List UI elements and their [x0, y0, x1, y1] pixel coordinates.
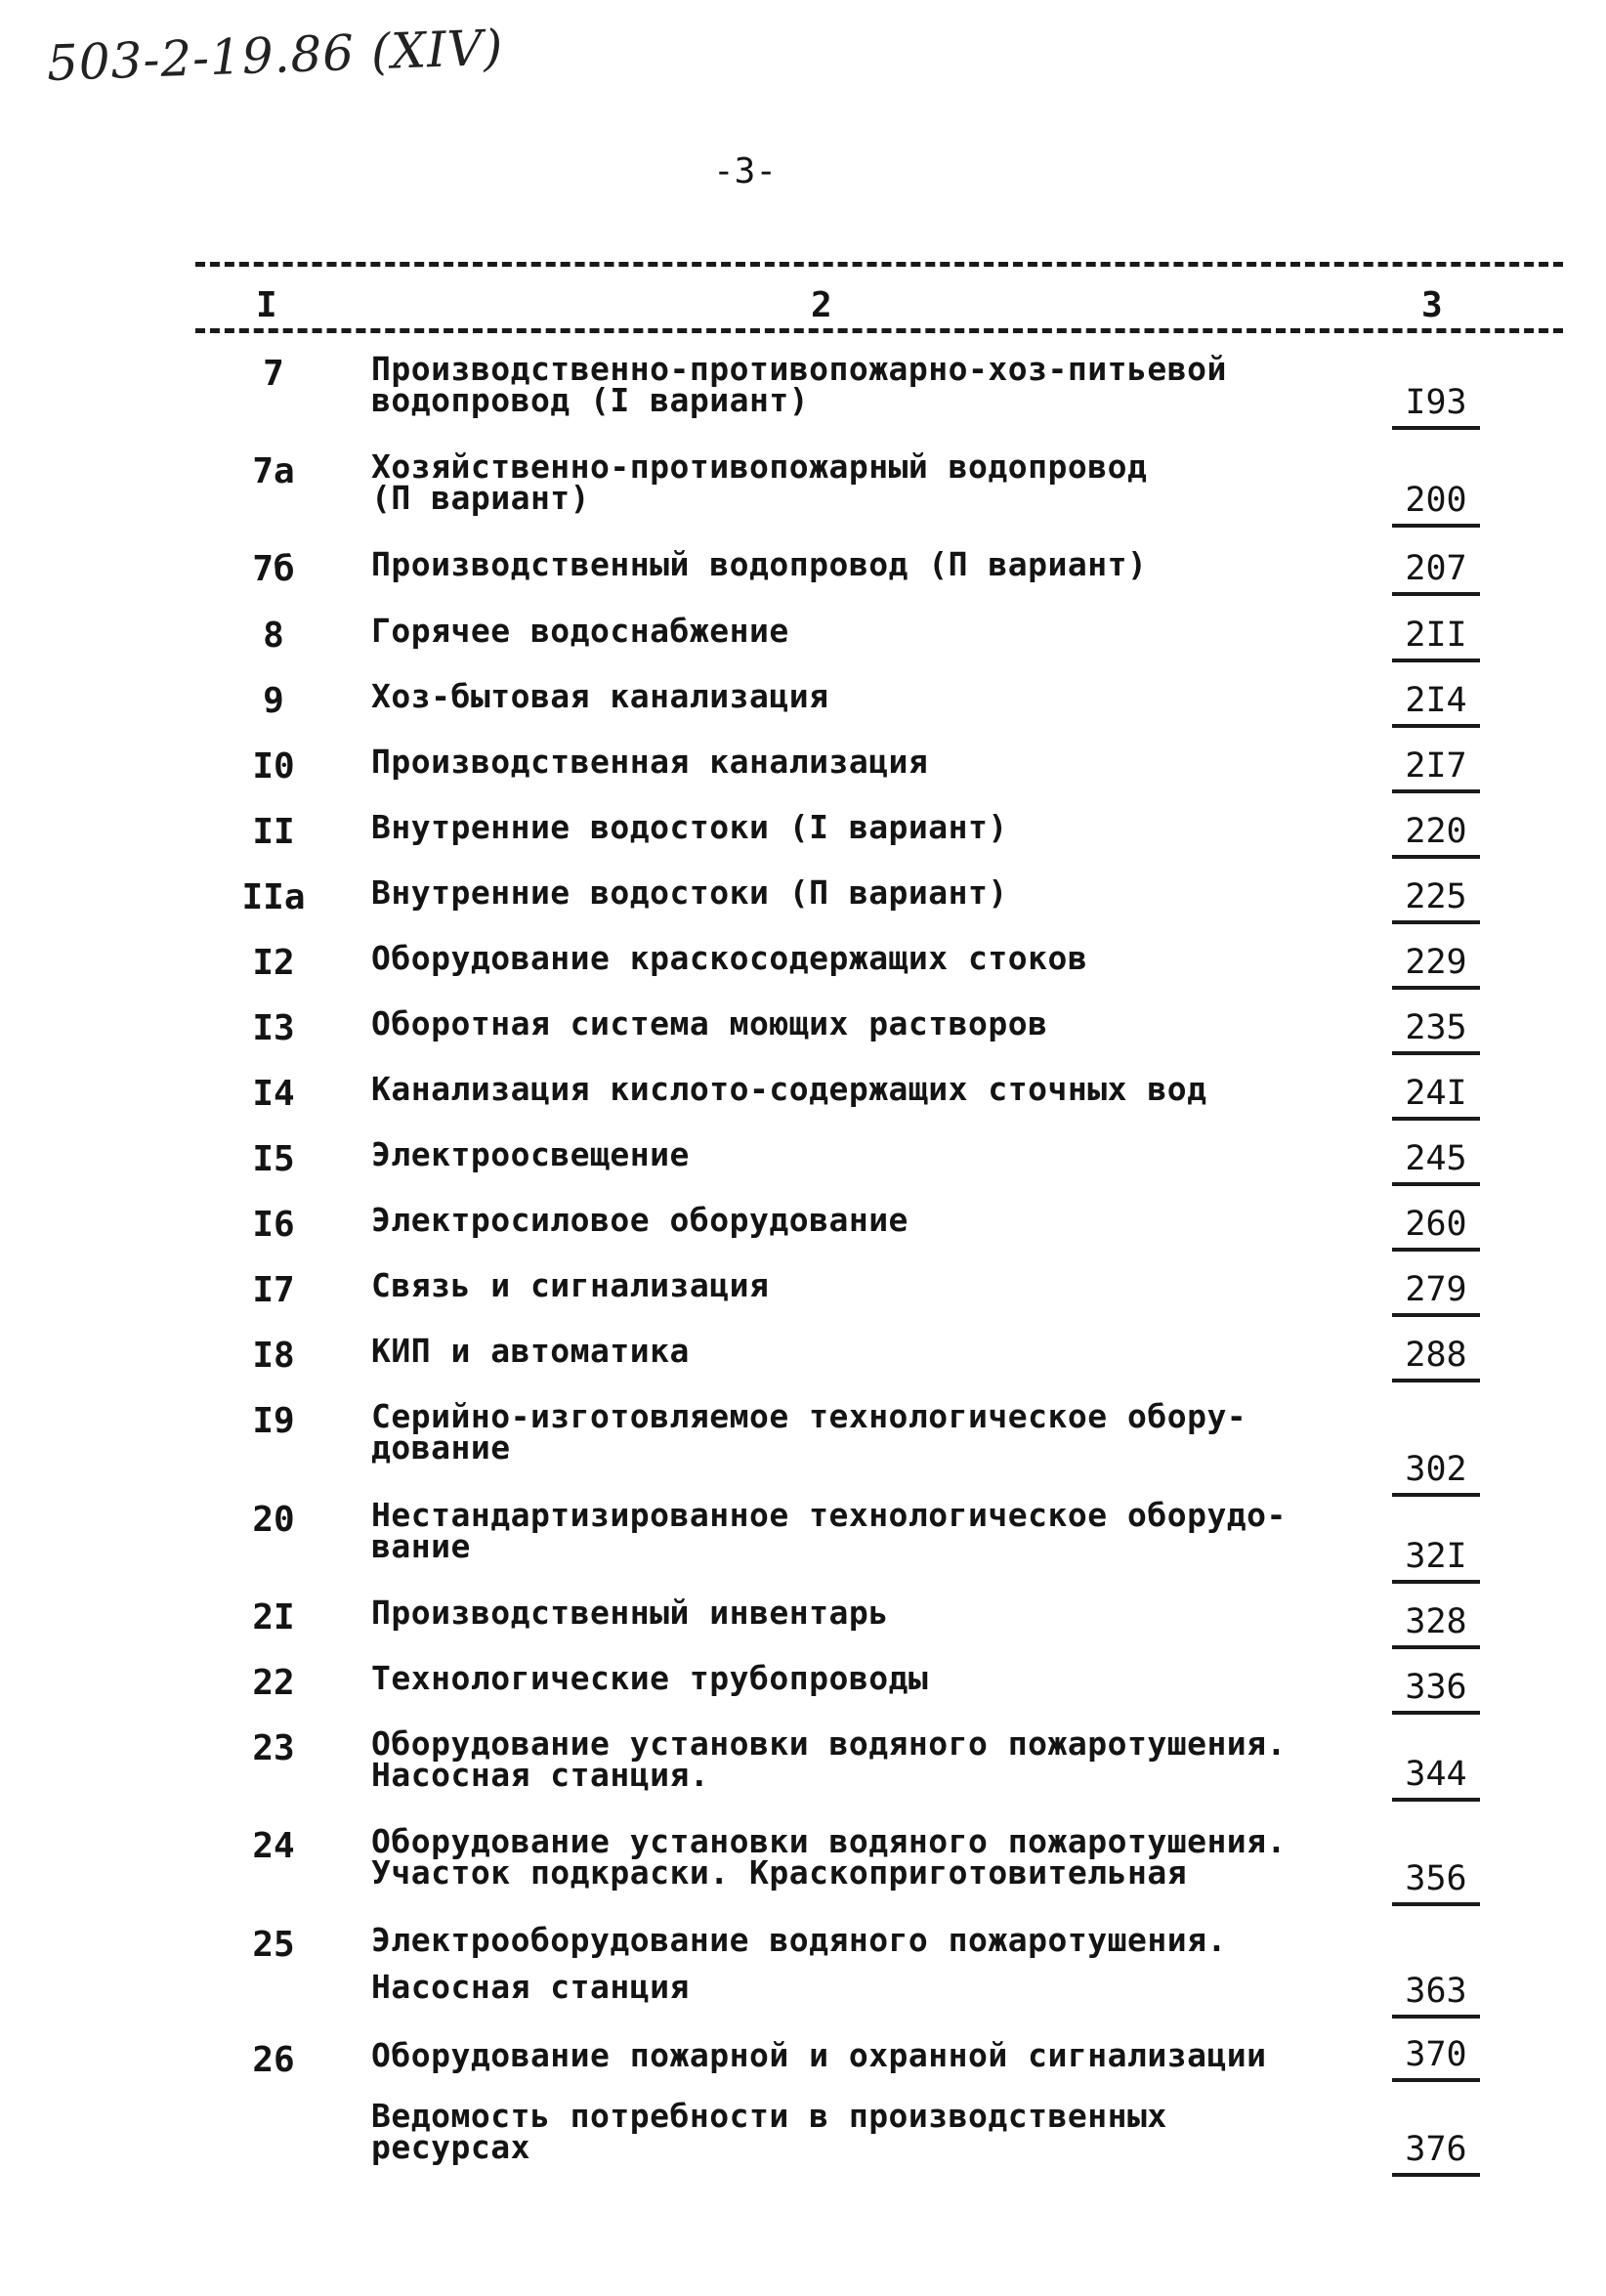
row-number: 7б — [252, 549, 295, 589]
row-title — [371, 447, 1348, 517]
row-number: I9 — [252, 1401, 295, 1441]
row-title-line: Связь и сигнализация — [371, 1266, 770, 1304]
row-title-line: Производственный инвентарь — [371, 1594, 889, 1632]
row-number: I4 — [252, 1074, 295, 1114]
row-title-line: Технологические трубопроводы — [371, 1659, 929, 1697]
row-title — [371, 1070, 1348, 1108]
row-page: 279 — [1392, 1270, 1480, 1317]
row-number: 22 — [252, 1663, 295, 1703]
header-dashed-rule — [195, 328, 1563, 333]
row-title-line: Оборудование краскосодержащих стоков — [371, 939, 1088, 977]
row-title — [371, 808, 1348, 846]
row-title-line: Оборудование установки водяного пожаротушения. — [371, 1724, 1287, 1763]
row-title-line: дование — [371, 1428, 511, 1467]
row-page: I93 — [1392, 383, 1480, 430]
row-title — [371, 1822, 1348, 1892]
row-title — [371, 677, 1348, 715]
column-header-2: 2 — [811, 285, 832, 325]
row-title-line: Хозяйственно-противопожарный водопровод — [371, 447, 1148, 486]
row-page: 32I — [1392, 1537, 1480, 1584]
row-number: 24 — [252, 1826, 295, 1866]
row-number: 8 — [263, 616, 284, 656]
row-title-line: Оборудование пожарной и охранной сигнализации — [371, 2036, 1267, 2074]
row-page: 370 — [1392, 2035, 1480, 2082]
row-title-line: Насосная станция. — [371, 1756, 710, 1794]
row-title — [371, 1266, 1348, 1304]
column-header-3: 3 — [1421, 285, 1443, 325]
row-page: 235 — [1392, 1008, 1480, 1055]
row-page: 2II — [1392, 616, 1480, 662]
row-number: I7 — [252, 1270, 295, 1310]
row-title-line: (П вариант) — [371, 479, 591, 517]
row-title — [371, 1397, 1348, 1467]
row-title-line: Канализация кислото-содержащих сточных вод — [371, 1070, 1207, 1108]
row-title — [371, 1496, 1348, 1565]
row-title-line: Электроосвещение — [371, 1135, 690, 1173]
row-title — [371, 1201, 1348, 1239]
row-number: I5 — [252, 1139, 295, 1179]
row-title — [371, 1004, 1348, 1042]
row-page: 376 — [1392, 2130, 1480, 2177]
row-title-line: Производственно-противопожарно-хоз-питьевой — [371, 350, 1227, 388]
row-page: 344 — [1392, 1755, 1480, 1802]
row-page: 288 — [1392, 1336, 1480, 1382]
row-number: IIа — [241, 877, 306, 917]
row-title-line: ресурсах — [371, 2128, 530, 2166]
row-title — [371, 743, 1348, 781]
row-title — [371, 1724, 1348, 1794]
row-page: 302 — [1392, 1450, 1480, 1497]
row-page: 225 — [1392, 877, 1480, 924]
row-title — [371, 1332, 1348, 1370]
row-number: 7а — [252, 451, 295, 491]
row-number: 25 — [252, 1925, 295, 1965]
row-title-line: Участок подкраски. Краскоприготовительная — [371, 1853, 1188, 1892]
row-title-line: Производственный водопровод (П вариант) — [371, 545, 1148, 583]
top-dashed-rule — [195, 262, 1563, 267]
row-page: 200 — [1392, 481, 1480, 528]
row-title-line: Оборудование установки водяного пожаротушения. — [371, 1822, 1287, 1860]
row-number: I2 — [252, 943, 295, 983]
row-title-line: Ведомость потребности в производственных — [371, 2097, 1167, 2135]
row-title — [371, 2097, 1348, 2166]
row-page: 245 — [1392, 1139, 1480, 1186]
row-title — [371, 1594, 1348, 1632]
row-title — [371, 1659, 1348, 1697]
row-page: 260 — [1392, 1205, 1480, 1252]
row-title-line: водопровод (I вариант) — [371, 381, 810, 419]
row-title-line: Внутренние водостоки (I вариант) — [371, 808, 1008, 846]
row-page: 328 — [1392, 1602, 1480, 1649]
row-number: 2I — [252, 1597, 295, 1637]
row-number: 7 — [263, 354, 284, 394]
row-number: 20 — [252, 1500, 295, 1540]
row-title — [371, 350, 1348, 419]
document-code: 503-2-19.86 (XIV) — [45, 19, 505, 92]
row-title-line: Производственная канализация — [371, 743, 929, 781]
row-page: 207 — [1392, 549, 1480, 596]
row-page: 336 — [1392, 1668, 1480, 1715]
row-title-line: КИП и автоматика — [371, 1332, 690, 1370]
row-title-line: Хоз-бытовая канализация — [371, 677, 829, 715]
row-title — [371, 873, 1348, 912]
row-page: 356 — [1392, 1859, 1480, 1906]
row-title-line: Нестандартизированное технологическое оборудо- — [371, 1496, 1287, 1534]
row-page: 2I7 — [1392, 746, 1480, 793]
row-title-line: Электрооборудование водяного пожаротушения. — [371, 1921, 1227, 1959]
row-title — [371, 1135, 1348, 1173]
row-number: I8 — [252, 1336, 295, 1376]
row-page: 24I — [1392, 1074, 1480, 1121]
row-title — [371, 1921, 1348, 2006]
row-title-line: Внутренние водостоки (П вариант) — [371, 873, 1008, 912]
row-title-line: Оборотная система моющих растворов — [371, 1004, 1048, 1042]
row-page: 229 — [1392, 943, 1480, 990]
page-number: -3- — [713, 151, 778, 191]
row-page: 2I4 — [1392, 681, 1480, 728]
row-number: 9 — [263, 681, 284, 721]
row-title — [371, 2036, 1348, 2074]
row-number: I0 — [252, 746, 295, 787]
row-title-line: Горячее водоснабжение — [371, 612, 789, 650]
row-number: II — [252, 812, 295, 852]
row-number: 23 — [252, 1728, 295, 1768]
row-title — [371, 939, 1348, 977]
row-title — [371, 612, 1348, 650]
row-title-line: вание — [371, 1527, 471, 1565]
row-number: I6 — [252, 1205, 295, 1245]
row-title-line: Серийно-изготовляемое технологическое обору- — [371, 1397, 1247, 1435]
row-title-line: Электросиловое оборудование — [371, 1201, 909, 1239]
row-page: 363 — [1392, 1972, 1480, 2019]
row-number: I3 — [252, 1008, 295, 1048]
row-title-line: Насосная станция — [371, 1968, 690, 2006]
row-number: 26 — [252, 2040, 295, 2080]
row-title — [371, 545, 1348, 583]
column-header-1: I — [256, 285, 277, 325]
row-page: 220 — [1392, 812, 1480, 859]
